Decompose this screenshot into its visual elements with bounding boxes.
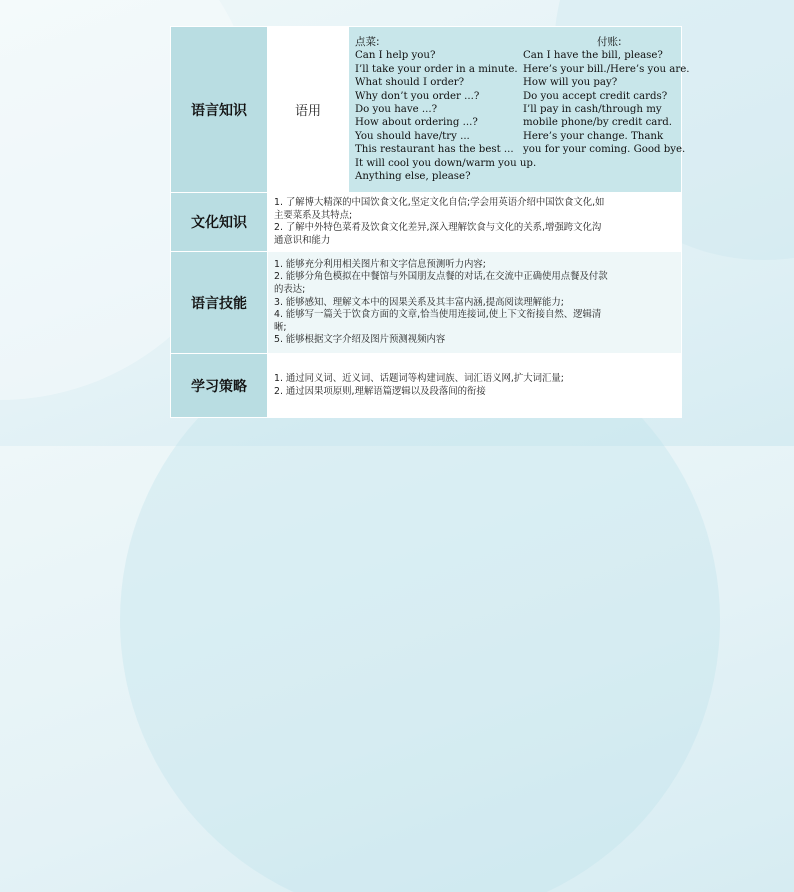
list-item: It will cool you down/warm you up. bbox=[355, 157, 537, 169]
ordering-expressions bbox=[355, 36, 536, 183]
list-item: 1. 通过同义词、近义词、话题词等构建词族、词汇语义网,扩大词汇量; bbox=[274, 373, 564, 385]
list-item: How will you pay? bbox=[523, 77, 618, 89]
list-item: How about ordering ...? bbox=[355, 117, 478, 129]
list-item: You should have/try ... bbox=[355, 130, 470, 142]
list-item: 3. 能够感知、理解文本中的因果关系及其丰富内涵,提高阅读理解能力; bbox=[274, 296, 564, 308]
dialog-cell bbox=[349, 27, 690, 193]
list-item: 晰; bbox=[274, 321, 287, 333]
list-item: Can I help you? bbox=[355, 50, 436, 62]
list-item: 主要菜系及其特点; bbox=[274, 209, 353, 221]
list-item: Do you accept credit cards? bbox=[523, 90, 668, 102]
list-item: Why don’t you order ...? bbox=[355, 90, 480, 102]
list-item: 1. 能够充分利用相关图片和文字信息预测听力内容; bbox=[274, 258, 486, 270]
row-header-learning-strategies: 学习策略 bbox=[171, 354, 268, 418]
list-item: 5. 能够根据文字介绍及图片预测视频内容 bbox=[274, 334, 446, 346]
paying-title: 付账: bbox=[597, 36, 622, 48]
list-item: Do you have ...? bbox=[355, 104, 438, 116]
list-item: 2. 能够分角色模拟在中餐馆与外国朋友点餐的对话,在交流中正确使用点餐及付款 bbox=[274, 271, 608, 283]
ordering-title: 点菜: bbox=[355, 36, 380, 48]
content-cell bbox=[268, 193, 682, 252]
paying-expressions bbox=[523, 36, 689, 157]
list-item: What should I order? bbox=[355, 77, 465, 89]
row-header-language-skills: 语言技能 bbox=[171, 252, 268, 354]
table-row bbox=[171, 354, 682, 418]
list-item: I’ll take your order in a minute. bbox=[355, 63, 518, 75]
list-item bbox=[523, 36, 689, 49]
row-header-language-knowledge: 语言知识 bbox=[171, 27, 268, 193]
list-item: 1. 了解博大精深的中国饮食文化,坚定文化自信;学会用英语介绍中国饮食文化,如 bbox=[274, 197, 605, 208]
table-row bbox=[171, 27, 682, 193]
list-item: Anything else, please? bbox=[355, 171, 471, 183]
list-item: Here’s your bill./Here’s you are. bbox=[523, 63, 690, 75]
row-subheader-pragmatics: 语用 bbox=[268, 27, 349, 193]
content-cell bbox=[268, 252, 682, 354]
list-item: 4. 能够写一篇关于饮食方面的文章,恰当使用连接词,使上下文衔接自然、逻辑清 bbox=[274, 309, 602, 321]
list-item: 通意识和能力 bbox=[274, 234, 331, 246]
table-row bbox=[171, 193, 682, 252]
list-item: 2. 了解中外特色菜肴及饮食文化差异,深入理解饮食与文化的关系,增强跨文化沟 bbox=[274, 222, 602, 234]
list-item: 2. 通过因果项原则,理解语篇逻辑以及段落间的衔接 bbox=[274, 385, 486, 397]
table-row bbox=[171, 252, 682, 354]
list-item: Here’s your change. Thank bbox=[523, 130, 664, 142]
list-item: mobile phone/by credit card. bbox=[523, 117, 672, 129]
list-item: you for your coming. Good bye. bbox=[523, 144, 686, 156]
objectives-table bbox=[170, 26, 690, 418]
row-header-cultural-knowledge: 文化知识 bbox=[171, 193, 268, 252]
list-item: This restaurant has the best ... bbox=[355, 144, 514, 156]
list-item: Can I have the bill, please? bbox=[523, 50, 663, 62]
list-item: I’ll pay in cash/through my bbox=[523, 104, 662, 116]
content-cell bbox=[268, 354, 682, 418]
list-item: 的表达; bbox=[274, 283, 306, 295]
